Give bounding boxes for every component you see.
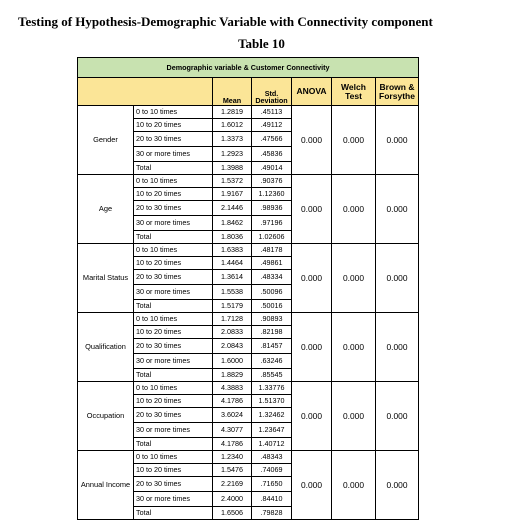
frequency-bucket: 0 to 10 times — [134, 313, 213, 326]
table-row — [78, 451, 419, 464]
frequency-bucket: 30 or more times — [134, 216, 213, 231]
variable-label: Occupation — [78, 382, 134, 451]
header-spacer — [78, 78, 213, 106]
welch-p-value: 0.000 — [332, 313, 376, 382]
frequency-bucket: Total — [134, 231, 213, 244]
mean-cell: 1.3988 — [213, 162, 252, 175]
std-deviation-cell: 1.23647 — [252, 423, 292, 438]
frequency-bucket: 20 to 30 times — [134, 339, 213, 354]
mean-cell: 1.5476 — [213, 464, 252, 477]
mean-cell: 4.3077 — [213, 423, 252, 438]
mean-cell: 4.1786 — [213, 395, 252, 408]
frequency-bucket: 30 or more times — [134, 423, 213, 438]
frequency-bucket: 20 to 30 times — [134, 201, 213, 216]
table-row — [78, 313, 419, 326]
header-brown-forsythe: Brown & Forsythe — [376, 78, 419, 106]
brown-forsythe-p-value: 0.000 — [376, 175, 419, 244]
std-deviation-cell: .48178 — [252, 244, 292, 257]
mean-cell: 1.4464 — [213, 257, 252, 270]
frequency-bucket: Total — [134, 369, 213, 382]
frequency-bucket: 20 to 30 times — [134, 408, 213, 423]
header-anova: ANOVA — [292, 78, 332, 106]
frequency-bucket: 10 to 20 times — [134, 188, 213, 201]
mean-cell: 1.7128 — [213, 313, 252, 326]
mean-cell: 1.2923 — [213, 147, 252, 162]
mean-cell: 1.5538 — [213, 285, 252, 300]
mean-cell: 2.2169 — [213, 477, 252, 492]
table-row — [78, 175, 419, 188]
frequency-bucket: 30 or more times — [134, 285, 213, 300]
variable-label: Marital Status — [78, 244, 134, 313]
std-deviation-cell: 1.32462 — [252, 408, 292, 423]
mean-cell: 1.9167 — [213, 188, 252, 201]
std-deviation-cell: .45836 — [252, 147, 292, 162]
std-deviation-cell: 1.33776 — [252, 382, 292, 395]
std-deviation-cell: 1.12360 — [252, 188, 292, 201]
mean-cell: 1.3373 — [213, 132, 252, 147]
hypothesis-test-table — [77, 57, 419, 520]
document-heading: Testing of Hypothesis-Demographic Variable with Connectivity component — [18, 14, 433, 29]
mean-cell: 1.8036 — [213, 231, 252, 244]
welch-p-value: 0.000 — [332, 175, 376, 244]
std-deviation-cell: .50096 — [252, 285, 292, 300]
mean-cell: 1.6000 — [213, 354, 252, 369]
banner-row — [78, 58, 419, 78]
std-deviation-cell: 1.40712 — [252, 438, 292, 451]
mean-cell: 1.2340 — [213, 451, 252, 464]
mean-cell: 2.1446 — [213, 201, 252, 216]
mean-cell: 1.5179 — [213, 300, 252, 313]
mean-cell: 1.8462 — [213, 216, 252, 231]
frequency-bucket: 10 to 20 times — [134, 395, 213, 408]
std-deviation-cell: .47566 — [252, 132, 292, 147]
welch-p-value: 0.000 — [332, 382, 376, 451]
frequency-bucket: 0 to 10 times — [134, 451, 213, 464]
column-header-row — [78, 78, 419, 106]
frequency-bucket: 10 to 20 times — [134, 119, 213, 132]
anova-p-value: 0.000 — [292, 244, 332, 313]
frequency-bucket: 20 to 30 times — [134, 477, 213, 492]
table-row — [78, 382, 419, 395]
std-deviation-cell: .49861 — [252, 257, 292, 270]
header-welch: Welch Test — [332, 78, 376, 106]
frequency-bucket: 0 to 10 times — [134, 382, 213, 395]
std-deviation-cell: .50016 — [252, 300, 292, 313]
variable-label: Gender — [78, 106, 134, 175]
mean-cell: 1.8829 — [213, 369, 252, 382]
std-deviation-cell: .45113 — [252, 106, 292, 119]
mean-cell: 2.0833 — [213, 326, 252, 339]
std-deviation-cell: 1.51370 — [252, 395, 292, 408]
frequency-bucket: 10 to 20 times — [134, 326, 213, 339]
table-row — [78, 106, 419, 119]
std-deviation-cell: .85545 — [252, 369, 292, 382]
brown-forsythe-p-value: 0.000 — [376, 313, 419, 382]
welch-p-value: 0.000 — [332, 106, 376, 175]
mean-cell: 1.2819 — [213, 106, 252, 119]
mean-cell: 1.5372 — [213, 175, 252, 188]
mean-cell: 4.1786 — [213, 438, 252, 451]
std-deviation-cell: .48334 — [252, 270, 292, 285]
frequency-bucket: 20 to 30 times — [134, 270, 213, 285]
brown-forsythe-p-value: 0.000 — [376, 106, 419, 175]
std-deviation-cell: .90376 — [252, 175, 292, 188]
std-deviation-cell: .97196 — [252, 216, 292, 231]
frequency-bucket: 0 to 10 times — [134, 244, 213, 257]
frequency-bucket: 0 to 10 times — [134, 175, 213, 188]
mean-cell: 4.3883 — [213, 382, 252, 395]
mean-cell: 1.3614 — [213, 270, 252, 285]
welch-p-value: 0.000 — [332, 451, 376, 520]
brown-forsythe-p-value: 0.000 — [376, 382, 419, 451]
frequency-bucket: 30 or more times — [134, 354, 213, 369]
header-std-deviation: Std. Deviation — [252, 78, 292, 106]
std-deviation-cell: .82198 — [252, 326, 292, 339]
mean-cell: 2.4000 — [213, 492, 252, 507]
std-deviation-cell: .63246 — [252, 354, 292, 369]
variable-label: Annual Income — [78, 451, 134, 520]
variable-label: Age — [78, 175, 134, 244]
table-body — [78, 106, 419, 520]
std-deviation-cell: .49112 — [252, 119, 292, 132]
frequency-bucket: Total — [134, 507, 213, 520]
table-row — [78, 244, 419, 257]
frequency-bucket: Total — [134, 438, 213, 451]
table-banner: Demographic variable & Customer Connectivity — [78, 58, 419, 78]
anova-p-value: 0.000 — [292, 451, 332, 520]
std-deviation-cell: .98936 — [252, 201, 292, 216]
std-deviation-cell: .74069 — [252, 464, 292, 477]
std-deviation-cell: .49014 — [252, 162, 292, 175]
anova-p-value: 0.000 — [292, 382, 332, 451]
header-mean: Mean — [213, 78, 252, 106]
brown-forsythe-p-value: 0.000 — [376, 244, 419, 313]
std-deviation-cell: .79828 — [252, 507, 292, 520]
mean-cell: 1.6506 — [213, 507, 252, 520]
std-deviation-cell: .48343 — [252, 451, 292, 464]
anova-p-value: 0.000 — [292, 313, 332, 382]
anova-p-value: 0.000 — [292, 175, 332, 244]
std-deviation-cell: .90893 — [252, 313, 292, 326]
mean-cell: 2.0843 — [213, 339, 252, 354]
mean-cell: 1.6012 — [213, 119, 252, 132]
table-title: Table 10 — [238, 36, 285, 51]
frequency-bucket: Total — [134, 162, 213, 175]
std-deviation-cell: .84410 — [252, 492, 292, 507]
frequency-bucket: Total — [134, 300, 213, 313]
brown-forsythe-p-value: 0.000 — [376, 451, 419, 520]
welch-p-value: 0.000 — [332, 244, 376, 313]
frequency-bucket: 30 or more times — [134, 492, 213, 507]
frequency-bucket: 20 to 30 times — [134, 132, 213, 147]
mean-cell: 3.6024 — [213, 408, 252, 423]
variable-label: Qualification — [78, 313, 134, 382]
frequency-bucket: 10 to 20 times — [134, 464, 213, 477]
frequency-bucket: 0 to 10 times — [134, 106, 213, 119]
anova-p-value: 0.000 — [292, 106, 332, 175]
frequency-bucket: 10 to 20 times — [134, 257, 213, 270]
frequency-bucket: 30 or more times — [134, 147, 213, 162]
mean-cell: 1.6383 — [213, 244, 252, 257]
std-deviation-cell: .71650 — [252, 477, 292, 492]
std-deviation-cell: 1.02606 — [252, 231, 292, 244]
std-deviation-cell: .81457 — [252, 339, 292, 354]
